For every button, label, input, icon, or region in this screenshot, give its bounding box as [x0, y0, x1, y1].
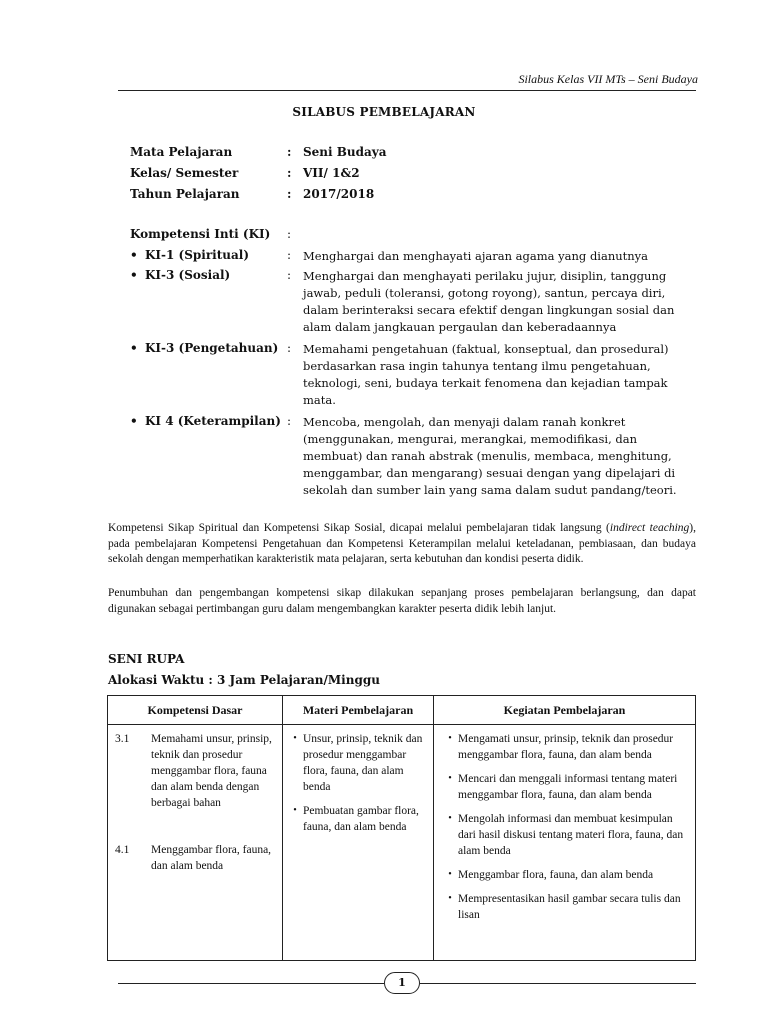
paragraph-italic: indirect teaching [609, 522, 690, 534]
ki-label: KI 4 (Keterampilan) [145, 414, 281, 428]
kd-item [109, 731, 281, 811]
column-header: Kompetensi Dasar [108, 696, 283, 725]
kegiatan-text: Mempresentasikan hasil gambar secara tulis dan lisan [458, 893, 681, 921]
info-label: Mata Pelajaran [130, 145, 233, 159]
section-title: SENI RUPA [108, 652, 185, 666]
bullet-icon: • [448, 813, 452, 824]
table-row [108, 725, 696, 961]
kd-number: 4.1 [115, 844, 130, 856]
ki-colon: : [287, 268, 292, 282]
info-colon: : [287, 187, 292, 201]
paragraph-text: Kompetensi Sikap Spiritual dan Kompetensi Sikap Sosial, dicapai melalui pembelajaran tidak langsung ( [108, 522, 610, 534]
kd-number: 3.1 [115, 733, 130, 745]
ki-colon: : [287, 248, 292, 262]
bullet-icon: • [130, 341, 138, 355]
info-colon: : [287, 145, 292, 159]
bullet-icon: • [448, 733, 452, 744]
ki-heading: Kompetensi Inti (KI) [130, 227, 271, 241]
info-colon: : [287, 166, 292, 180]
info-label: Tahun Pelajaran [130, 187, 240, 201]
info-value: 2017/2018 [303, 187, 375, 201]
list-item [287, 731, 425, 795]
list-item [287, 803, 425, 835]
table-header-row [108, 696, 696, 725]
kegiatan-text: Mencari dan menggali informasi tentang materi menggambar flora, fauna, dan alam benda [458, 773, 678, 801]
list-item [442, 771, 687, 803]
materi-cell [283, 725, 434, 961]
paragraph-text: ), pada pembelajaran Kompetensi Pengetahuan dan Kompetensi Keterampilan melalui keteladanan, pembiasaan, dan budaya sekolah dengan memperhatikan karakteristik mata pelajaran, serta kebutuhan dan kondisi peserta didik. [108, 522, 696, 565]
running-header: Silabus Kelas VII MTs – Seni Budaya [518, 72, 698, 86]
ki-label: KI-1 (Spiritual) [145, 248, 250, 262]
kegiatan-text: Mengamati unsur, prinsip, teknik dan prosedur menggambar flora, fauna, dan alam benda [458, 733, 674, 761]
bullet-icon: • [448, 893, 452, 904]
bullet-icon: • [448, 773, 452, 784]
kd-item [109, 842, 281, 874]
column-header: Materi Pembelajaran [283, 696, 434, 725]
kegiatan-text: Mengolah informasi dan membuat kesimpulan dari hasil diskusi tentang materi flora, fauna, dan alam benda [458, 813, 684, 857]
kd-text: Menggambar flora, fauna, dan alam benda [151, 844, 272, 872]
paragraph-competence [108, 521, 696, 568]
ki-colon: : [287, 414, 292, 428]
footer-divider-right [420, 983, 696, 984]
document-title: SILABUS PEMBELAJARAN [292, 105, 476, 119]
info-value: Seni Budaya [303, 145, 387, 159]
bullet-icon: • [448, 869, 452, 880]
kegiatan-text: Menggambar flora, fauna, dan alam benda [458, 869, 654, 881]
ki-label: KI-3 (Pengetahuan) [145, 341, 279, 355]
info-value: VII/ 1&2 [303, 166, 360, 180]
ki-heading-colon: : [287, 227, 292, 241]
bullet-icon: • [130, 248, 138, 262]
ki-text: Menghargai dan menghayati ajaran agama yang dianutnya [303, 249, 649, 263]
kegiatan-list [442, 731, 687, 923]
time-allocation: Alokasi Waktu : 3 Jam Pelajaran/Minggu [108, 673, 380, 687]
footer-divider-left [118, 983, 384, 984]
list-item [442, 867, 687, 883]
syllabus-table [107, 695, 696, 961]
ki-text: Memahami pengetahuan (faktual, konseptual, dan prosedural) berdasarkan rasa ingin tahunya tentang ilmu pengetahuan, teknologi, seni, budaya terkait fenomena dan kejadian tampak mata. [303, 342, 669, 407]
ki-colon: : [287, 341, 292, 355]
kd-cell [108, 725, 283, 961]
list-item [442, 811, 687, 859]
ki-label: KI-3 (Sosial) [145, 268, 231, 282]
kegiatan-cell [434, 725, 696, 961]
list-item [442, 891, 687, 923]
bullet-icon: • [293, 805, 297, 816]
list-item [442, 731, 687, 763]
bullet-icon: • [293, 733, 297, 744]
bullet-icon: • [130, 268, 138, 282]
column-header: Kegiatan Pembelajaran [434, 696, 696, 725]
page-number: 1 [384, 972, 420, 994]
kd-text: Memahami unsur, prinsip, teknik dan prosedur menggambar flora, fauna dan alam benda dengan berbagai bahan [151, 733, 272, 809]
materi-text: Unsur, prinsip, teknik dan prosedur menggambar flora, fauna, dan alam benda [303, 733, 423, 793]
ki-text: Menghargai dan menghayati perilaku jujur, disiplin, tanggung jawab, peduli (toleransi, gotong royong), santun, percaya diri, dalam berinteraksi secara efektif dengan lingkungan sosial dan alam dalam jangkauan pergaulan dan keberadaannya [303, 269, 675, 334]
header-divider [118, 90, 696, 91]
paragraph-attitude: Penumbuhan dan pengembangan kompetensi sikap dilakukan sepanjang proses pembelajaran berlangsung, dan dapat digunakan sebagai pertimbangan guru dalam mengembangkan karakter peserta didik lebih lanjut. [108, 587, 696, 615]
ki-text: Mencoba, mengolah, dan menyaji dalam ranah konkret (menggunakan, mengurai, merangkai, memodifikasi, dan membuat) dan ranah abstrak (menulis, membaca, menghitung, menggambar, dan mengarang) sesuai dengan yang dipelajari di sekolah dan sumber lain yang sama dalam sudut pandang/teori. [303, 415, 677, 497]
materi-list [287, 731, 425, 835]
materi-text: Pembuatan gambar flora, fauna, dan alam benda [303, 805, 419, 833]
info-label: Kelas/ Semester [130, 166, 239, 180]
bullet-icon: • [130, 414, 138, 428]
